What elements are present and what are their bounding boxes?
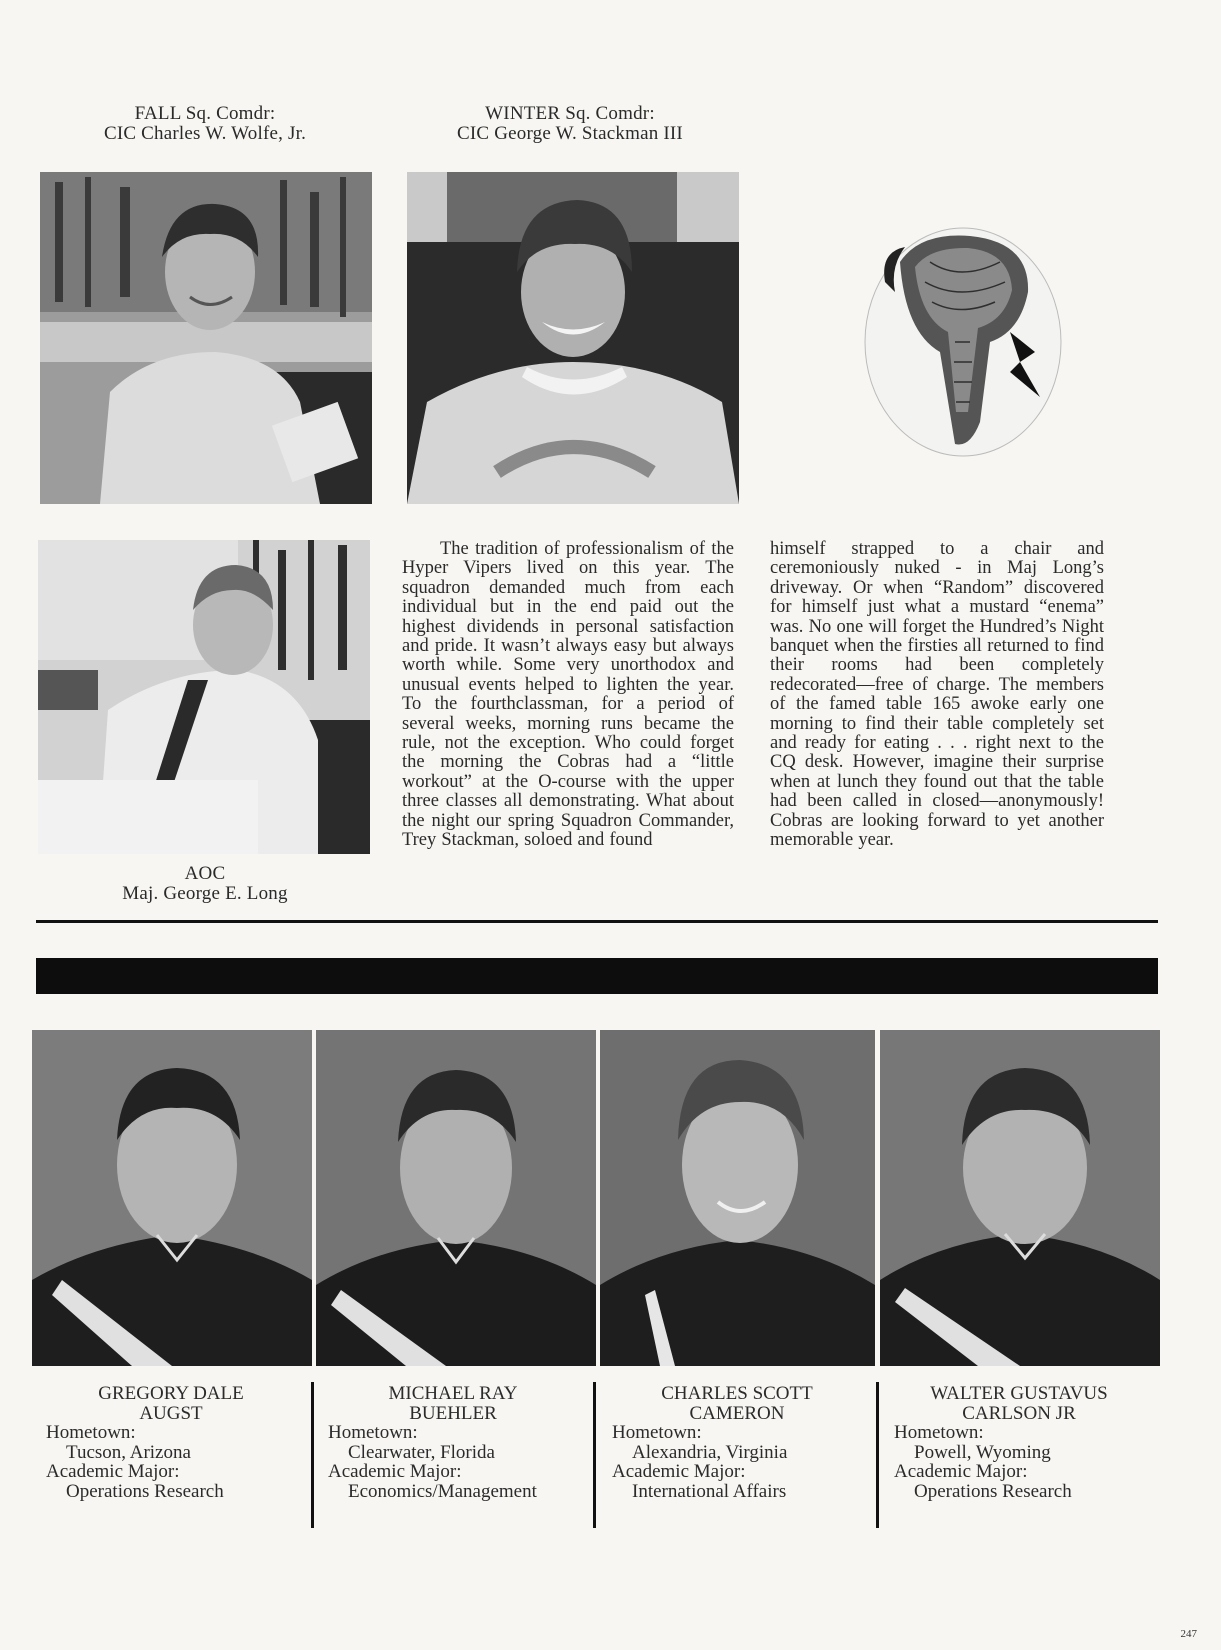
cadet-name-line1: GREGORY DALE [98, 1383, 244, 1404]
cadet-name-line1: WALTER GUSTAVUS [930, 1383, 1108, 1404]
fall-commander-photo [40, 172, 372, 504]
article-paragraph-1: The tradition of professionalism of the Hyper Vipers lived on this year. The squadron demanded much from each individual but in the end paid out the highest dividends in personal satisfaction and pride. It wasn’t always easy but always worth while. Some very unorthodox and unusual events helped to lighten the year. To the fourthclassman, for a period of several weeks, morning runs became the rule, not the exception. Who could forget the morning the Cobras had a “little workout” at the O-course with the upper three classes all demonstrating. What about the night our spring Squadron Commander, Trey Stackman, soloed and found [402, 539, 734, 851]
major-label: Academic Major: [612, 1461, 746, 1483]
hometown-label: Hometown: [46, 1422, 136, 1444]
cadet-name-line2: BUEHLER [409, 1402, 497, 1424]
hometown-value: Powell, Wyoming [914, 1441, 1051, 1463]
cadet-name-line1: CHARLES SCOTT [661, 1383, 813, 1404]
cadet-info-cameron [612, 1384, 862, 1502]
hometown-label: Hometown: [894, 1422, 984, 1444]
aoc-title: AOC [184, 863, 226, 884]
column-divider [311, 1382, 314, 1528]
section-divider-line [36, 920, 1158, 923]
article-column-2 [770, 540, 1104, 851]
aoc-caption [80, 864, 330, 904]
winter-commander-name: CIC George W. Stackman III [457, 123, 683, 144]
cadet-portrait-cameron [600, 1030, 875, 1366]
hometown-value: Clearwater, Florida [348, 1441, 495, 1463]
winter-commander-photo [407, 172, 739, 504]
cadet-info-buehler [328, 1384, 578, 1502]
cadet-portrait-carlson [880, 1030, 1160, 1366]
cadet-name-line2: CAMERON [689, 1402, 785, 1424]
aoc-photo [38, 540, 370, 854]
cadet-portrait-buehler [316, 1030, 596, 1366]
winter-commander-caption [420, 104, 720, 144]
section-divider-bar [36, 958, 1158, 994]
major-label: Academic Major: [46, 1461, 180, 1483]
fall-commander-caption [70, 104, 340, 144]
squadron-cobra-emblem [860, 222, 1066, 462]
hometown-label: Hometown: [612, 1422, 702, 1444]
column-divider [876, 1382, 879, 1528]
major-value: Operations Research [914, 1480, 1072, 1502]
page-number: 247 [1180, 1628, 1197, 1640]
column-divider [593, 1382, 596, 1528]
hometown-label: Hometown: [328, 1422, 418, 1444]
cadet-name-line1: MICHAEL RAY [388, 1383, 518, 1404]
major-label: Academic Major: [328, 1461, 462, 1483]
major-label: Academic Major: [894, 1461, 1028, 1483]
cadet-name-line2: CARLSON JR [962, 1402, 1076, 1424]
cadet-portrait-augst [32, 1030, 312, 1366]
winter-commander-title: WINTER Sq. Comdr: [485, 103, 655, 124]
article-paragraph-2: himself strapped to a chair and ceremoniously nuked - in Maj Long’s driveway. Or when “Random” discovered for himself just what a mustard “enema” was. No one will forget the Hundred’s Night banquet when the firsties all returned to find their rooms had been completely redecorated—free of charge. The members of the famed table 165 awoke early one morning to find their table completely set and ready for eating . . . right next to the CQ desk. However, imagine their surprise when at lunch they found out that the table had been called in closed—anonymously! Cobras are looking forward to yet another memorable year. [770, 539, 1104, 851]
major-value: International Affairs [632, 1480, 787, 1502]
hometown-value: Tucson, Arizona [66, 1441, 191, 1463]
cadet-info-carlson [894, 1384, 1144, 1502]
cadet-info-augst [46, 1384, 296, 1502]
article-column-1 [402, 540, 734, 851]
fall-commander-name: CIC Charles W. Wolfe, Jr. [103, 123, 307, 144]
major-value: Economics/Management [348, 1480, 537, 1502]
cadet-name-line2: AUGST [139, 1402, 203, 1424]
major-value: Operations Research [66, 1480, 224, 1502]
hometown-value: Alexandria, Virginia [632, 1441, 788, 1463]
fall-commander-title: FALL Sq. Comdr: [134, 103, 276, 124]
aoc-name: Maj. George E. Long [122, 883, 288, 904]
